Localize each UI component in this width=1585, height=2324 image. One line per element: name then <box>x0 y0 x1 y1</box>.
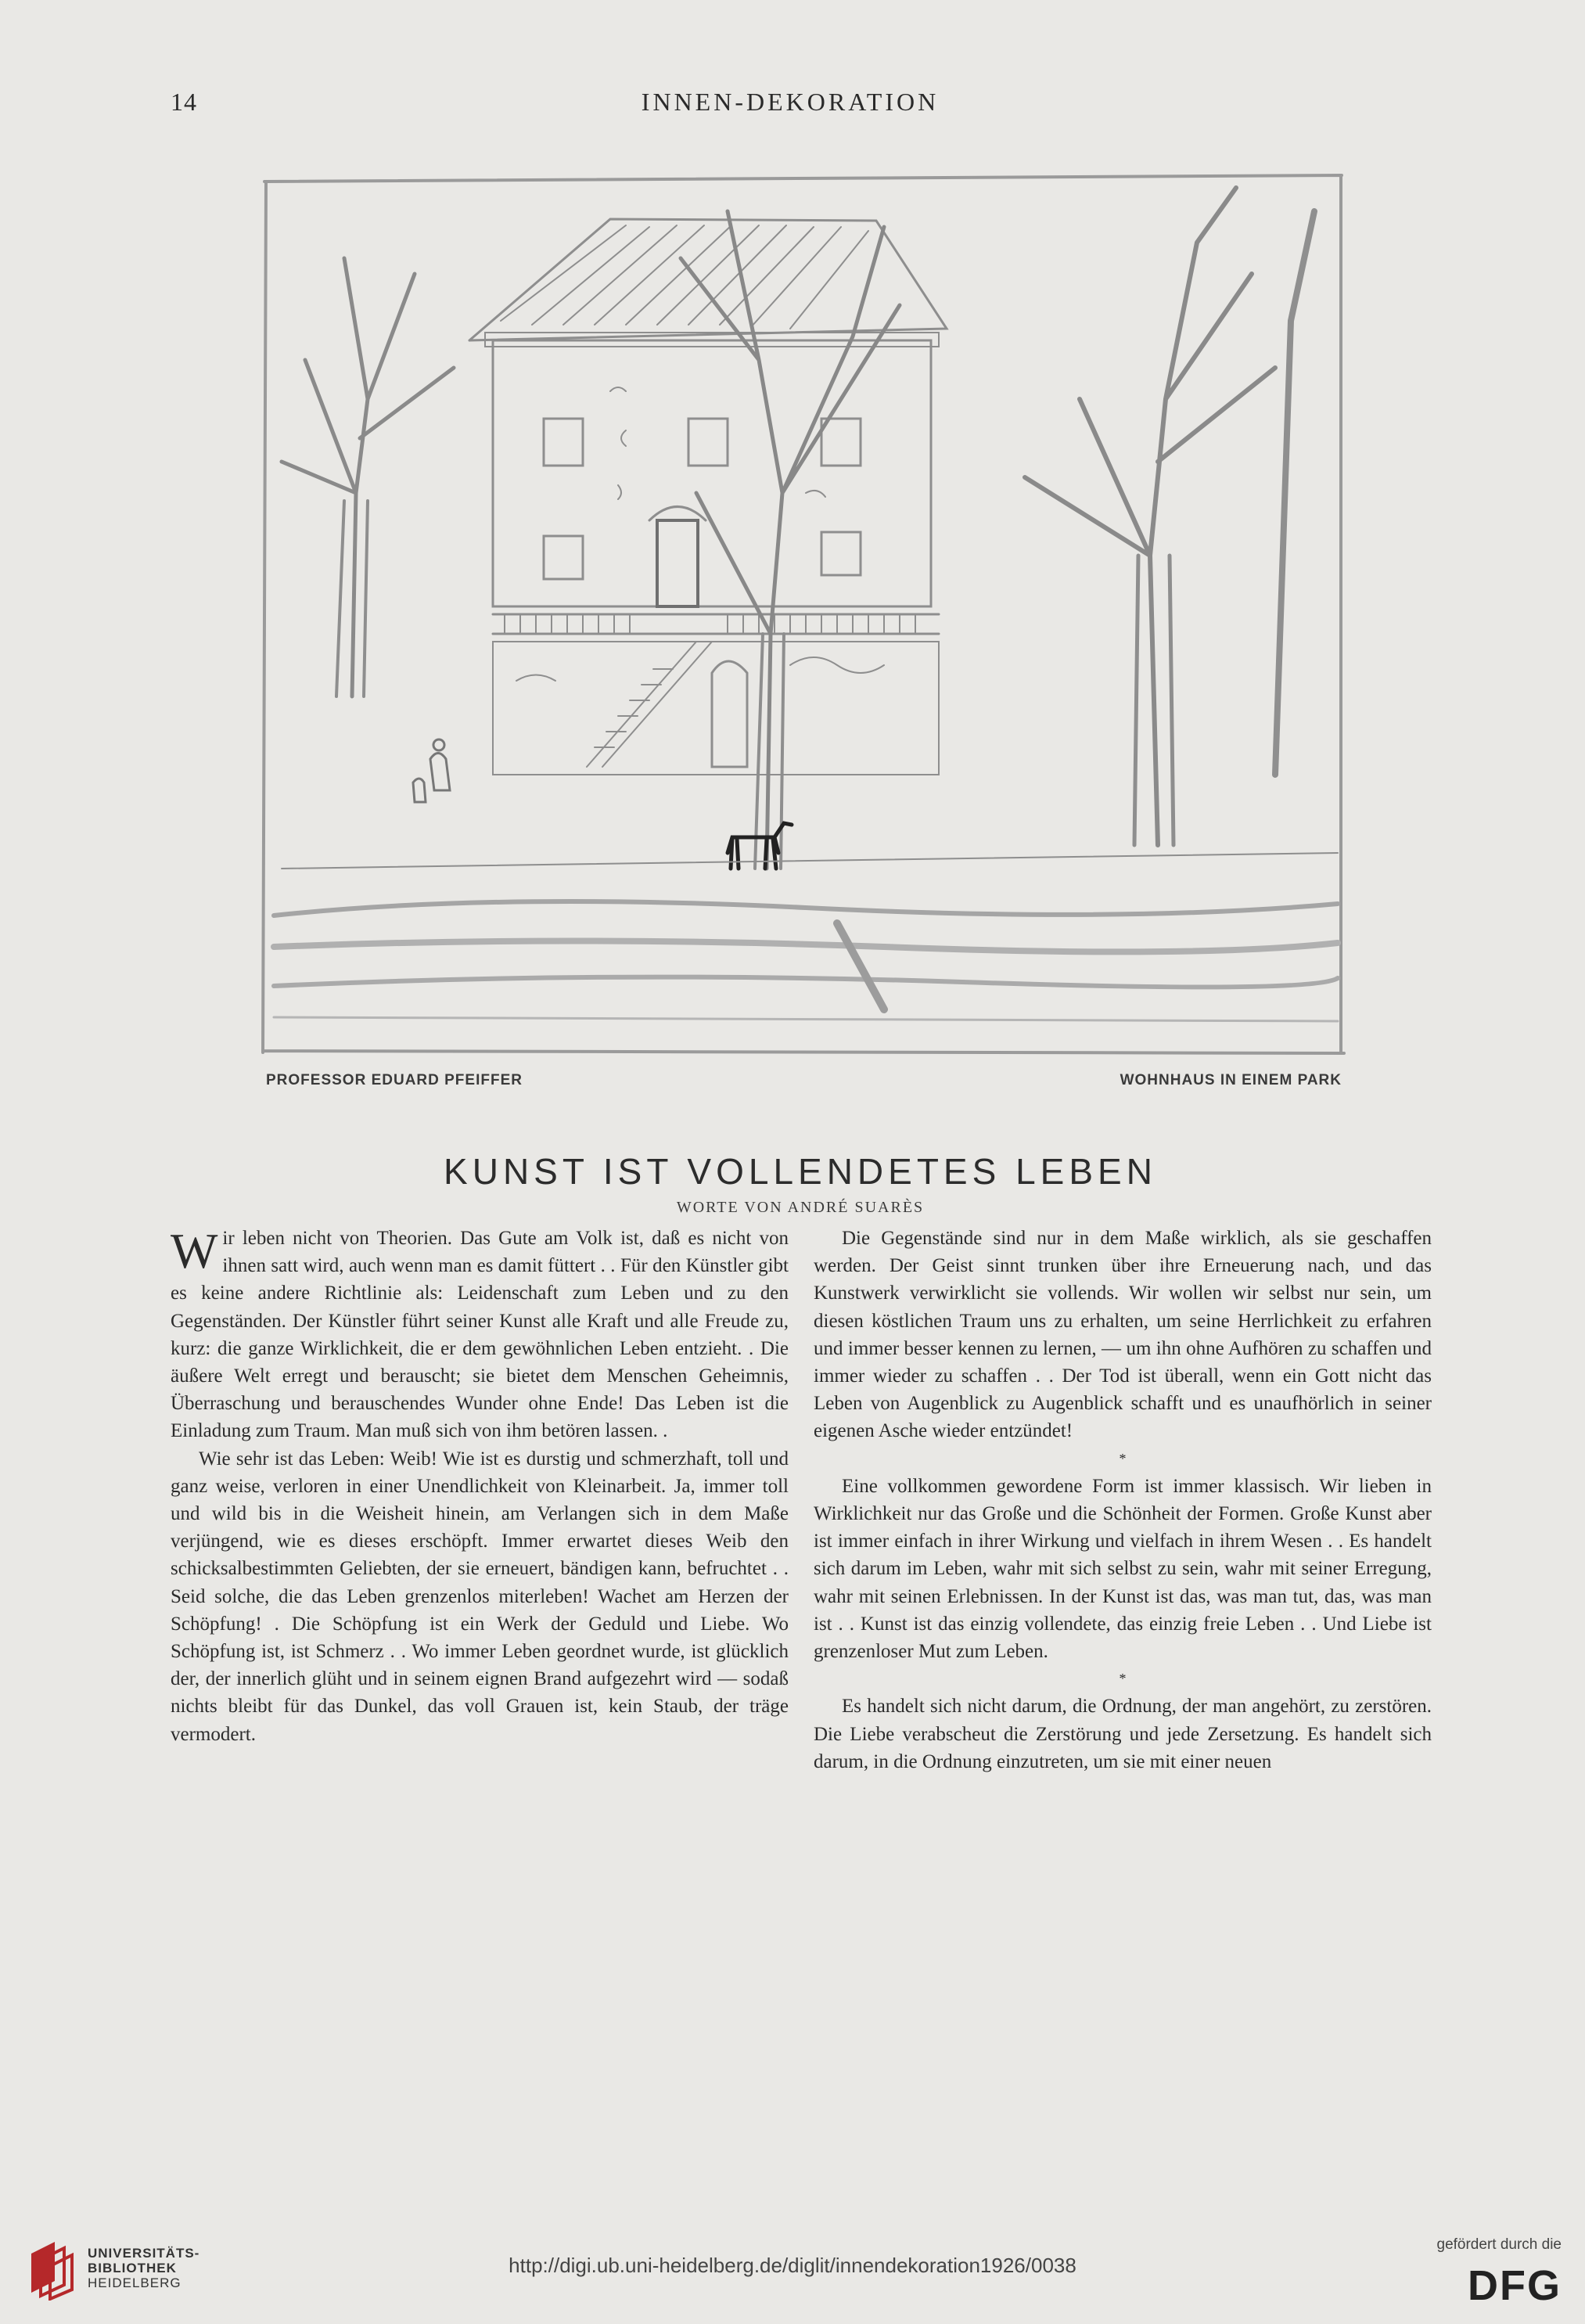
section-separator: * <box>1119 1450 1127 1466</box>
institution-name: UNIVERSITÄTS- BIBLIOTHEK HEIDELBERG <box>88 2246 200 2290</box>
figure-caption-artist: PROFESSOR EDUARD PFEIFFER <box>266 1072 523 1088</box>
dfg-logo: DFG <box>1468 2262 1562 2309</box>
university-library-logo-icon <box>23 2238 78 2301</box>
article-subtitle: WORTE VON ANDRÉ SUARÈS <box>676 1199 925 1216</box>
paragraph: Wir leben nicht von Theorien. Das Gute am Volk ist, daß es nicht von ihnen satt wird, auch wenn man es damit füttert . . Für den Künstler gibt es keine andere Richtlinie als: Leidenschaft zum Leben und zu den Gegenständen. Der Künstler führt seiner Kunst alle Kraft und alle Freude zu, kurz: die ganze Wirklichkeit, die er dem gewöhnlichen Leben entzieht. . Die äußere Welt erregt und berauscht; sie bietet dem Menschen Geheimnis, Überraschung und berauschendes Wunder ohne Ende! Das Leben ist die Einladung zum Traum. Man muß sich von ihm betören lassen. . <box>171 1223 789 1442</box>
funding-note: gefördert durch die <box>1436 2236 1562 2253</box>
drop-cap: W <box>171 1223 218 1279</box>
paragraph: Wie sehr ist das Leben: Weib! Wie ist es durstig und schmerzhaft, toll und ganz weise, verloren in einer Unendlichkeit von Kleinarbeit. Ja, immer toll und wild bis in die Weisheit hinein, am Verlangen sich in dem Maße verjüngend, wie es dieses erschöpft. Immer erwartet dieses Weib den schicksalbestimmten Geliebten, der sie erneuert, bändigen kann, befruchtet . . Seid solche, die das Leben grenzenlos miterleben! Wachet am Herzen der Schöpfung! . Die Schöpfung ist ein Werk der Geduld und Liebe. Wo Schöpfung ist, ist Schmerz . . Wo immer Leben geordnet wurde, ist glücklich der, der innerlich glüht und in seinem eignen Brand aufgezehrt wird — sodaß nichts bleibt für das Dunkel, das voll Grauen ist, kein Staub, der träge vermodert. <box>171 1448 789 1745</box>
running-title: INNEN-DEKORATION <box>641 88 940 116</box>
paragraph: Eine vollkommen gewordene Form ist immer klassisch. Wir lieben in Wirklichkeit nur das Große und die Schönheit der Formen. Große Kunst aber ist immer einfach in ihrer Wirkung und vielfach in ihrem Wesen . . Es handelt sich darum im Leben, wahr mit sich selbst zu sein, wahr mit seiner Erregung, wahr mit seinen Erlebnissen. In der Kunst ist das, was man tut, das, was man ist . . Kunst ist das einzig vollendete, das einzig freie Leben . . Und Liebe ist grenzenloser Mut zum Leben. <box>814 1475 1432 1663</box>
page-number: 14 <box>171 88 197 116</box>
text-column-left <box>171 1225 789 1748</box>
text-column-right <box>814 1225 1432 1775</box>
figure-caption-title: WOHNHAUS IN EINEM PARK <box>1120 1072 1342 1088</box>
article-title: KUNST IST VOLLENDETES LEBEN <box>444 1151 1157 1192</box>
house-illustration <box>258 164 1346 1056</box>
paragraph: Die Gegenstände sind nur in dem Maße wirklich, als sie geschaffen werden. Der Geist sinnt trunken über ihre Erneuerung nach, und das Kunstwerk verwirklicht sie vollends. Wir wollen wir selbst nur sein, um diesen köstlichen Traum uns zu erhalten, um seine Herrlichkeit zu erfahren und immer besser kennen zu lernen, — um ihn ohne Aufhören zu schaffen und immer wieder zu schaffen . . Der Tod ist überall, wenn ein Gott nicht das Leben von Augenblick zu Augenblick schafft und es unaufhörlich in seiner eigenen Asche wieder entzündet! <box>814 1228 1432 1442</box>
paragraph: Es handelt sich nicht darum, die Ordnung, der man angehört, zu zerstören. Die Liebe verabscheut die Zerstörung und jede Zersetzung. Es handelt sich darum, in die Ordnung einzutreten, um sie mit einer neuen <box>814 1696 1432 1772</box>
section-separator: * <box>1119 1671 1127 1687</box>
permalink-url[interactable]: http://digi.ub.uni-heidelberg.de/diglit/innendekoration1926/0038 <box>509 2254 1076 2277</box>
